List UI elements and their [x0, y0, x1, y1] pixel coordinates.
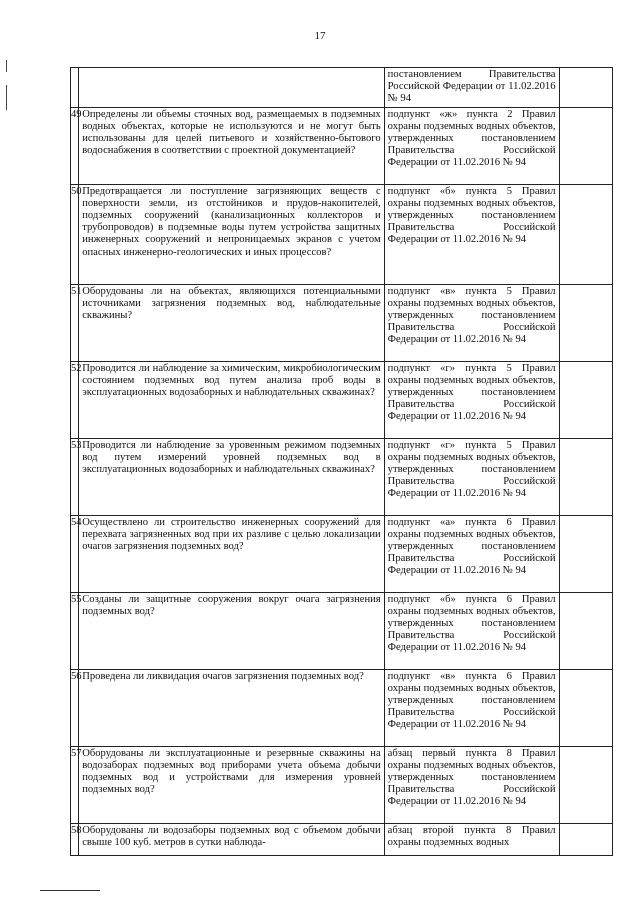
table-row: [71, 592, 613, 669]
question-text: Оборудованы ли на объектах, являющихся потенциальными источниками загрязнения подземных вод, наблюдательные скважины?: [79, 284, 384, 361]
question-text: Осуществлено ли строительство инженерных сооружений для перехвата загрязненных вод при их разливе с целью локализации очагов загрязнения подземных вод?: [79, 515, 384, 592]
row-number: 49: [71, 107, 79, 184]
row-number: 50: [71, 184, 79, 284]
legal-reference: подпункт «в» пункта 5 Правил охраны подземных водных объектов, утвержденных постановлением Правительства Российской Федерации от 11.02.2016 № 94: [384, 284, 559, 361]
legal-reference: подпункт «б» пункта 5 Правил охраны подземных водных объектов, утвержденных постановлением Правительства Российской Федерации от 11.02.2016 № 94: [384, 184, 559, 284]
notes-cell: [559, 592, 613, 669]
question-text: Предотвращается ли поступление загрязняющих веществ с поверхности земли, из отстойников и прудов-накопителей, подземных сооружений (канализационных коллекторов и трубопроводов) в подземные воды путем устройства защитных инженерных сооружений и непроницаемых экранов с учетом опасных инженерно-геологических и иных процессов?: [79, 184, 384, 284]
legal-reference: постановлением Правительства Российской Федерации от 11.02.2016 № 94: [384, 68, 559, 108]
row-number: 56: [71, 669, 79, 746]
legal-reference: подпункт «в» пункта 6 Правил охраны подземных водных объектов, утвержденных постановлением Правительства Российской Федерации от 11.02.2016 № 94: [384, 669, 559, 746]
legal-reference: абзац второй пункта 8 Правил охраны подземных водных: [384, 823, 559, 855]
legal-reference: абзац первый пункта 8 Правил охраны подземных водных объектов, утвержденных постановлением Правительства Российской Федерации от 11.02.2016 № 94: [384, 746, 559, 823]
question-text: Проводится ли наблюдение за химическим, микробиологическим состоянием подземных вод путем анализа проб воды в эксплуатационных водозаборных и наблюдательных скважинах?: [79, 361, 384, 438]
notes-cell: [559, 669, 613, 746]
table-row: [71, 669, 613, 746]
question-text: Оборудованы ли водозаборы подземных вод с объемом добычи свыше 100 куб. метров в сутки наблюда-: [79, 823, 384, 855]
margin-mark: [6, 60, 7, 72]
table-row: [71, 438, 613, 515]
question-text: Оборудованы ли эксплуатационные и резервные скважины на водозаборах подземных вод приборами учета объема добычи подземных вод и устройствами для измерения уровней подземных вод?: [79, 746, 384, 823]
row-number: 55: [71, 592, 79, 669]
legal-reference: подпункт «г» пункта 5 Правил охраны подземных водных объектов, утвержденных постановлением Правительства Российской Федерации от 11.02.2016 № 94: [384, 438, 559, 515]
notes-cell: [559, 184, 613, 284]
notes-cell: [559, 746, 613, 823]
question-text: Проводится ли наблюдение за уровенным режимом подземных вод путем измерений уровней подземных вод в эксплуатационных водозаборных и наблюдательных скважинах?: [79, 438, 384, 515]
legal-reference: подпункт «а» пункта 6 Правил охраны подземных водных объектов, утвержденных постановлением Правительства Российской Федерации от 11.02.2016 № 94: [384, 515, 559, 592]
row-number: 58: [71, 823, 79, 855]
notes-cell: [559, 823, 613, 855]
notes-cell: [559, 107, 613, 184]
table-row: [71, 68, 613, 108]
row-number: [71, 68, 79, 108]
question-text: Определены ли объемы сточных вод, размещаемых в подземных водных объектах, которые не используются и не могут быть использованы для целей питьевого и хозяйственно-бытового водоснабжения в соответствии с проектной документацией?: [79, 107, 384, 184]
notes-cell: [559, 438, 613, 515]
notes-cell: [559, 361, 613, 438]
margin-mark: [6, 85, 7, 110]
legal-reference: подпункт «г» пункта 5 Правил охраны подземных водных объектов, утвержденных постановлением Правительства Российской Федерации от 11.02.2016 № 94: [384, 361, 559, 438]
legal-reference: подпункт «ж» пункта 2 Правил охраны подземных водных объектов, утвержденных постановлением Правительства Российской Федерации от 11.02.2016 № 94: [384, 107, 559, 184]
row-number: 54: [71, 515, 79, 592]
legal-reference: подпункт «б» пункта 6 Правил охраны подземных водных объектов, утвержденных постановлением Правительства Российской Федерации от 11.02.2016 № 94: [384, 592, 559, 669]
row-number: 52: [71, 361, 79, 438]
requirements-table: [70, 67, 613, 856]
question-text: Созданы ли защитные сооружения вокруг очага загрязнения подземных вод?: [79, 592, 384, 669]
table-row: [71, 361, 613, 438]
table-row: [71, 184, 613, 284]
row-number: 57: [71, 746, 79, 823]
table-row: [71, 107, 613, 184]
table-row: [71, 515, 613, 592]
table-row: [71, 746, 613, 823]
row-number: 51: [71, 284, 79, 361]
question-text: [79, 68, 384, 108]
question-text: Проведена ли ликвидация очагов загрязнения подземных вод?: [79, 669, 384, 746]
page-number: 17: [314, 30, 326, 42]
table-row: [71, 284, 613, 361]
notes-cell: [559, 515, 613, 592]
notes-cell: [559, 284, 613, 361]
notes-cell: [559, 68, 613, 108]
row-number: 53: [71, 438, 79, 515]
footnote-separator: [40, 890, 100, 891]
table-row: [71, 823, 613, 855]
